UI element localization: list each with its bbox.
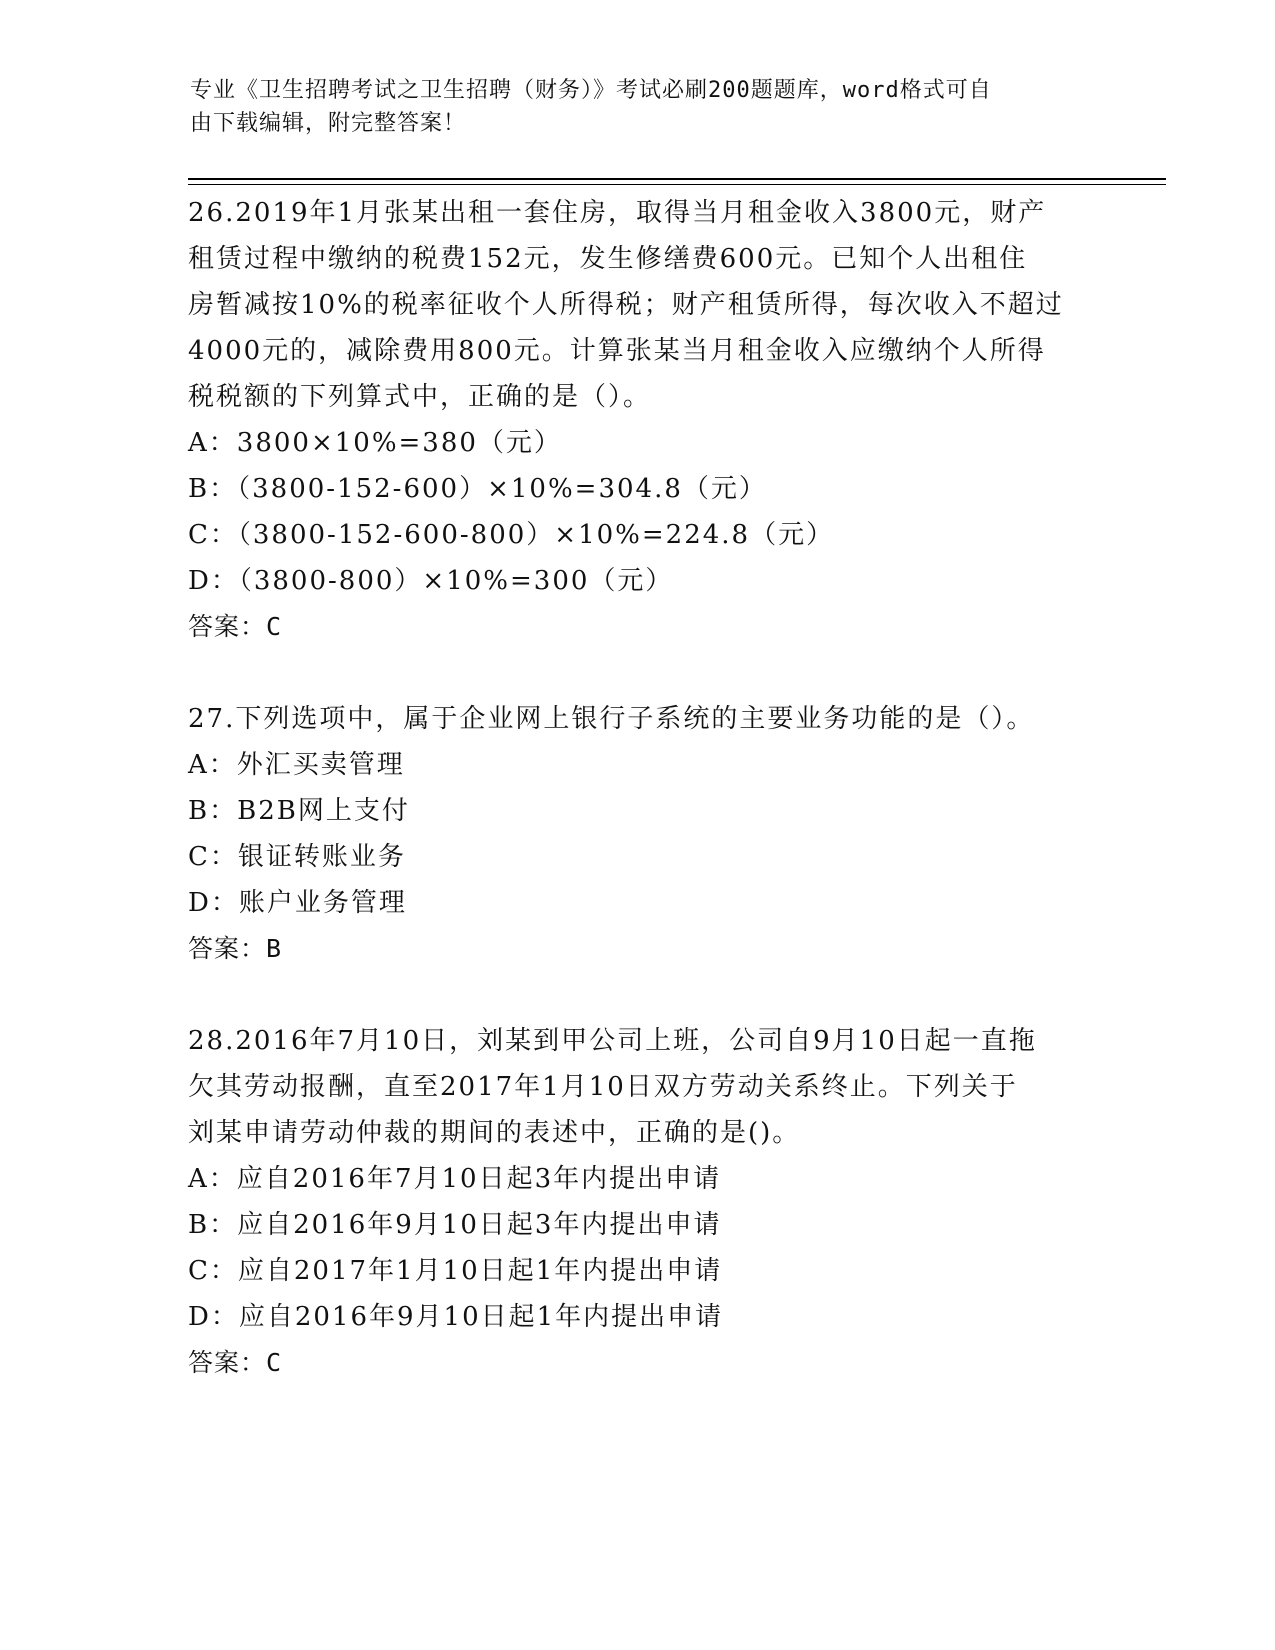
answer: 答案：B (188, 934, 283, 963)
question-27 (188, 696, 1088, 972)
question-text (188, 696, 1088, 742)
header-line-2: 由下载编辑，附完整答案！ (190, 111, 467, 136)
option-d: D：（3800-800）×10%=300（元） (188, 566, 674, 596)
question-line: 刘某申请劳动仲裁的期间的表述中，正确的是()。 (188, 1118, 801, 1148)
question-line: 租赁过程中缴纳的税费152元，发生修缮费600元。已知个人出租住 (188, 244, 1028, 274)
question-line: 税税额的下列算式中，正确的是（）。 (188, 382, 652, 412)
option-c: C：银证转账业务 (188, 842, 406, 872)
question-28 (188, 1018, 1088, 1386)
question-26 (188, 190, 1088, 650)
option-c: C：（3800-152-600-800）×10%=224.8（元） (188, 520, 835, 550)
header-rule-thin (188, 184, 1166, 185)
question-line: 27.下列选项中，属于企业网上银行子系统的主要业务功能的是（）。 (188, 704, 1035, 734)
header-line-1: 专业《卫生招聘考试之卫生招聘（财务）》考试必刷200题题库，word格式可自 (190, 78, 992, 103)
option-d: D：账户业务管理 (188, 888, 407, 918)
option-c: C：应自2017年1月10日起1年内提出申请 (188, 1256, 723, 1286)
option-a: A：外汇买卖管理 (188, 750, 405, 780)
question-line: 欠其劳动报酬，直至2017年1月10日双方劳动关系终止。下列关于 (188, 1072, 1018, 1102)
question-text (188, 1018, 1088, 1156)
option-d: D：应自2016年9月10日起1年内提出申请 (188, 1302, 724, 1332)
header-rule-thick (188, 178, 1166, 180)
question-line: 房暂减按10%的税率征收个人所得税；财产租赁所得，每次收入不超过 (188, 290, 1064, 320)
option-b: B：B2B网上支付 (188, 796, 410, 826)
document-header (190, 74, 1090, 140)
question-line: 4000元的，减除费用800元。计算张某当月租金收入应缴纳个人所得 (188, 336, 1046, 366)
question-text (188, 190, 1088, 420)
questions-list (188, 190, 1088, 1432)
option-b: B：（3800-152-600）×10%=304.8（元） (188, 474, 767, 504)
question-line: 28.2016年7月10日，刘某到甲公司上班，公司自9月10日起一直拖 (188, 1026, 1037, 1056)
option-a: A：应自2016年7月10日起3年内提出申请 (188, 1164, 722, 1194)
answer: 答案：C (188, 1348, 283, 1377)
option-b: B：应自2016年9月10日起3年内提出申请 (188, 1210, 722, 1240)
answer: 答案：C (188, 612, 283, 641)
option-a: A：3800×10%=380（元） (188, 428, 562, 458)
question-line: 26.2019年1月张某出租一套住房，取得当月租金收入3800元，财产 (188, 198, 1047, 228)
